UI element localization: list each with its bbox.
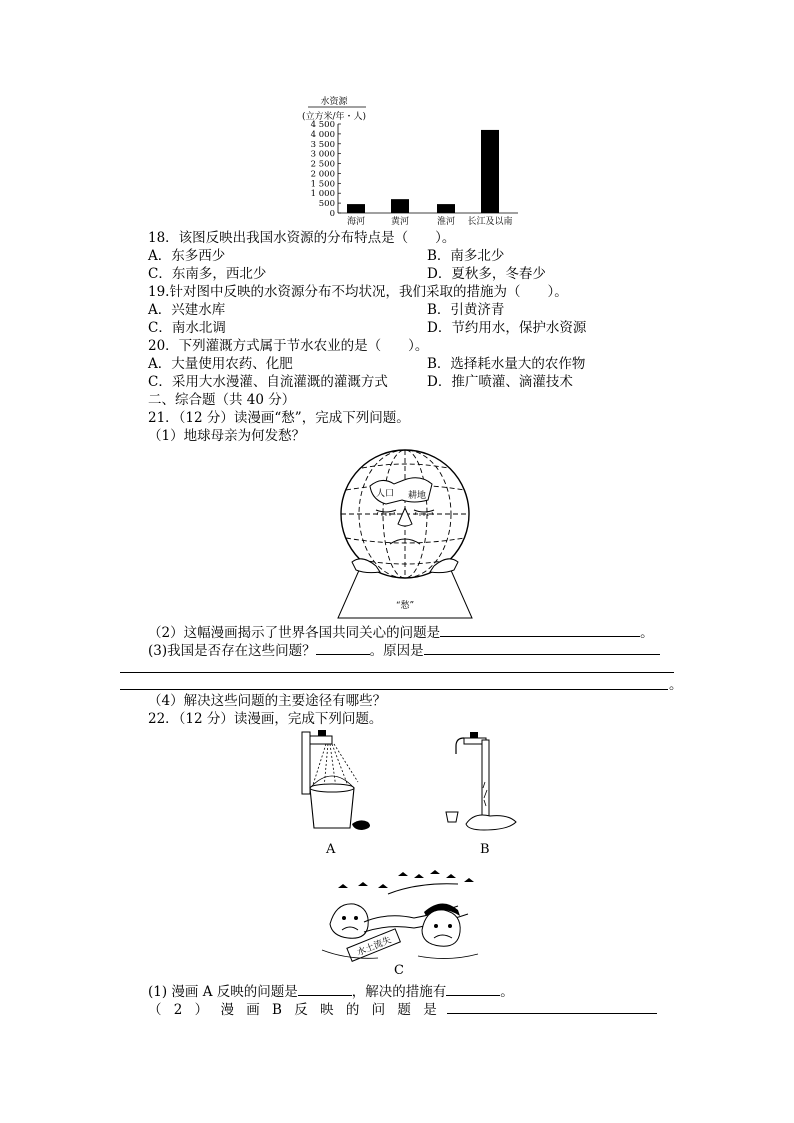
x-category-label: 黄河 — [390, 217, 410, 227]
q20-option-b: B．选择耗水量大的农作物 — [427, 356, 586, 372]
q21-part2-answer-blank[interactable] — [440, 622, 640, 637]
q18-option-c: C．东南多，西北少 — [148, 266, 267, 282]
cartoon-b-label: B — [480, 842, 490, 857]
cartoon-c-soil-erosion — [318, 866, 484, 966]
bar-0 — [347, 204, 365, 213]
q18-option-d: D．夏秋多，冬春少 — [427, 266, 546, 282]
q21-part3-yesno-blank[interactable] — [316, 640, 370, 655]
q20-stem: 20．下列灌溉方式属于节水农业的是（ ）。 — [148, 338, 429, 354]
q21-part2: （2）这幅漫画揭示了世界各国共同关心的问题是 。 — [148, 622, 654, 642]
q21-answer-line-1[interactable] — [120, 672, 674, 673]
q21-answer-line-2[interactable] — [120, 689, 668, 690]
cartoon-a-faucet-bucket — [296, 730, 382, 834]
q20-option-a: A．大量使用农药、化肥 — [148, 356, 293, 372]
q19-option-a: A．兴建水库 — [148, 302, 226, 318]
y-tick-label: 500 — [318, 199, 335, 210]
b-water-puddle-icon — [466, 815, 516, 830]
q18-option-b: B．南多北少 — [427, 248, 505, 264]
sad-face-left-icon — [330, 904, 368, 938]
q22-part1-problem-blank[interactable] — [298, 981, 352, 996]
chart-title: 水资源 — [320, 97, 348, 107]
x-category-label: 淮河 — [436, 217, 456, 227]
y-tick-label: 1 000 — [310, 189, 335, 200]
q22-part2-answer-blank[interactable] — [447, 999, 657, 1014]
chart-y-label: (立方米/年・人) — [302, 112, 367, 122]
y-tick-label: 1 500 — [310, 179, 335, 190]
q21-stem: 21．（12 分）读漫画“愁”，完成下列问题。 — [148, 410, 410, 426]
cartoon-b-dripping-tap — [444, 730, 520, 834]
q21-part3: (3)我国是否存在这些问题？ 。原因是 — [148, 640, 660, 660]
x-category-label: 长江及以南 — [467, 217, 513, 227]
y-tick-label: 4 500 — [310, 120, 335, 130]
q19-option-b: B．引黄济青 — [427, 302, 505, 318]
y-tick-label: 3 500 — [310, 139, 335, 150]
q18-option-a: A．东多西少 — [148, 248, 226, 264]
q22-part1: (1) 漫画 A 反映的问题是 ，解决的措施有 。 — [148, 981, 514, 1001]
crying-face-right-icon — [422, 910, 460, 946]
q21-part4: （4）解决这些问题的主要途径有哪些？ — [148, 693, 387, 709]
q20-option-d: D．推广喷灌、滴灌技术 — [427, 374, 573, 390]
cartoon-caption: “愁” — [395, 601, 415, 611]
q22-part2: （ 2 ） 漫 画 B 反 映 的 问 题 是 — [148, 999, 657, 1019]
q18-stem: 18．该图反映出我国水资源的分布特点是（ ）。 — [148, 230, 456, 246]
q22-part1-measure-blank[interactable] — [446, 981, 500, 996]
q19-option-d: D．节约用水，保护水资源 — [427, 320, 587, 336]
faucet-icon — [310, 736, 332, 744]
y-tick-label: 2 500 — [310, 159, 335, 170]
small-cup-icon — [446, 812, 458, 822]
globe-worry-cartoon — [332, 446, 478, 620]
q21-part3-reason-blank[interactable] — [424, 640, 660, 655]
bar-1 — [391, 199, 409, 213]
erosion-sign-text: 水土流失 — [355, 935, 393, 959]
x-category-label: 海河 — [346, 217, 366, 227]
globe-label-population: 人口 — [376, 489, 395, 499]
cartoon-c-label: C — [394, 963, 404, 978]
water-puddle-icon — [352, 820, 370, 830]
water-resource-bar-chart — [296, 94, 536, 230]
bar-2 — [437, 204, 455, 213]
q19-option-c: C．南水北调 — [148, 320, 226, 336]
section-heading: 二、综合题（共 40 分） — [148, 392, 296, 408]
y-tick-label: 0 — [329, 209, 335, 219]
q21-part1: （1）地球母亲为何发愁？ — [148, 428, 306, 444]
bar-3 — [481, 130, 499, 213]
q22-stem: 22．（12 分）读漫画，完成下列问题。 — [148, 711, 383, 727]
q20-option-c: C．采用大水漫灌、自流灌溉的灌溉方式 — [148, 374, 388, 390]
y-tick-label: 3 000 — [310, 149, 335, 160]
globe-label-farmland: 耕地 — [408, 491, 427, 501]
y-tick-label: 2 000 — [310, 169, 335, 180]
q21-period: 。 — [669, 677, 683, 693]
y-tick-label: 4 000 — [310, 129, 335, 140]
bucket-icon — [310, 788, 354, 828]
q19-stem: 19.针对图中反映的水资源分布不均状况，我们采取的措施为（ ）。 — [148, 284, 568, 300]
cartoon-a-label: A — [326, 842, 336, 857]
